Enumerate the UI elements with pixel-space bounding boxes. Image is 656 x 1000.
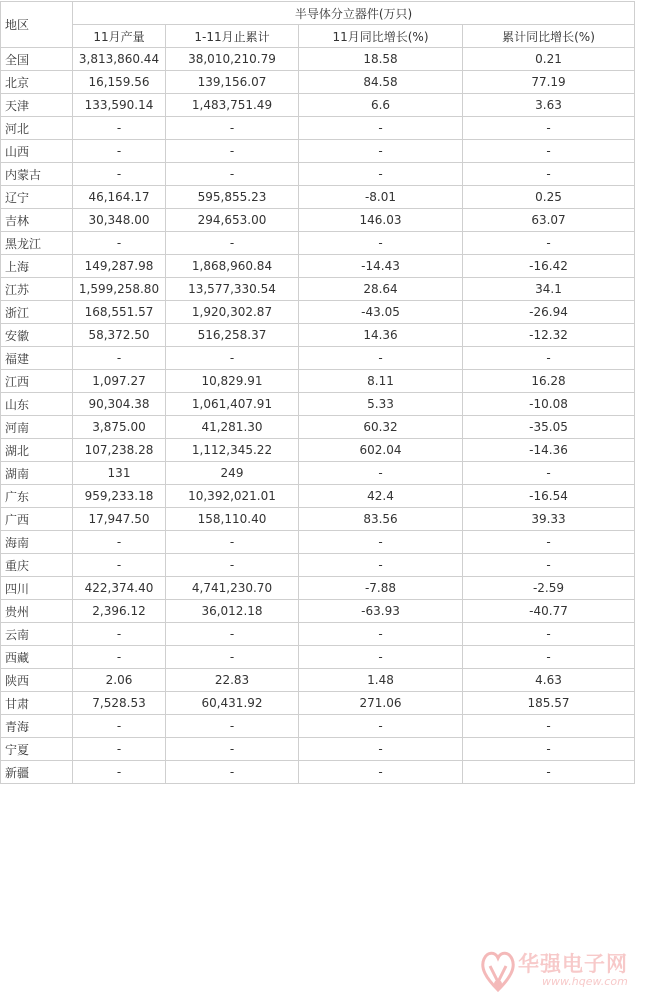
cell-nov-output: 7,528.53 xyxy=(73,692,166,715)
column-header-nov-output: 11月产量 xyxy=(73,25,166,48)
cell-nov-output: 107,238.28 xyxy=(73,439,166,462)
cell-ytd-cumulative: - xyxy=(166,232,299,255)
cell-nov-output: 131 xyxy=(73,462,166,485)
cell-nov-output: - xyxy=(73,623,166,646)
table-row xyxy=(1,255,635,278)
cell-cumulative-yoy-growth: - xyxy=(463,761,635,784)
cell-region: 北京 xyxy=(1,71,73,94)
cell-nov-yoy-growth: - xyxy=(299,140,463,163)
cell-ytd-cumulative: - xyxy=(166,531,299,554)
table-row xyxy=(1,554,635,577)
cell-nov-output: 46,164.17 xyxy=(73,186,166,209)
cell-cumulative-yoy-growth: 77.19 xyxy=(463,71,635,94)
cell-nov-output: - xyxy=(73,163,166,186)
cell-cumulative-yoy-growth: 4.63 xyxy=(463,669,635,692)
cell-nov-output: - xyxy=(73,117,166,140)
cell-region: 广西 xyxy=(1,508,73,531)
cell-nov-output: 58,372.50 xyxy=(73,324,166,347)
table-row xyxy=(1,347,635,370)
cell-cumulative-yoy-growth: 3.63 xyxy=(463,94,635,117)
cell-cumulative-yoy-growth: - xyxy=(463,531,635,554)
cell-cumulative-yoy-growth: -12.32 xyxy=(463,324,635,347)
cell-nov-output: 422,374.40 xyxy=(73,577,166,600)
cell-nov-output: - xyxy=(73,531,166,554)
table-row xyxy=(1,324,635,347)
cell-region: 湖南 xyxy=(1,462,73,485)
cell-ytd-cumulative: 1,112,345.22 xyxy=(166,439,299,462)
cell-ytd-cumulative: 1,483,751.49 xyxy=(166,94,299,117)
cell-region: 江西 xyxy=(1,370,73,393)
cell-ytd-cumulative: 13,577,330.54 xyxy=(166,278,299,301)
cell-cumulative-yoy-growth: - xyxy=(463,715,635,738)
cell-nov-yoy-growth: -8.01 xyxy=(299,186,463,209)
cell-nov-output: 16,159.56 xyxy=(73,71,166,94)
table-row xyxy=(1,301,635,324)
watermark-url: www.hqew.com xyxy=(542,975,628,988)
cell-region: 浙江 xyxy=(1,301,73,324)
cell-nov-output: - xyxy=(73,646,166,669)
cell-nov-yoy-growth: 84.58 xyxy=(299,71,463,94)
table-body xyxy=(1,48,635,784)
cell-ytd-cumulative: 1,920,302.87 xyxy=(166,301,299,324)
table-row xyxy=(1,761,635,784)
cell-nov-yoy-growth: - xyxy=(299,738,463,761)
cell-region: 上海 xyxy=(1,255,73,278)
cell-nov-output: - xyxy=(73,140,166,163)
cell-nov-output: 30,348.00 xyxy=(73,209,166,232)
cell-region: 吉林 xyxy=(1,209,73,232)
column-header-ytd-cumulative: 1-11月止累计 xyxy=(166,25,299,48)
cell-ytd-cumulative: - xyxy=(166,761,299,784)
cell-ytd-cumulative: - xyxy=(166,623,299,646)
table-row xyxy=(1,439,635,462)
cell-nov-output: - xyxy=(73,761,166,784)
cell-nov-output: 17,947.50 xyxy=(73,508,166,531)
cell-nov-yoy-growth: - xyxy=(299,761,463,784)
cell-cumulative-yoy-growth: -10.08 xyxy=(463,393,635,416)
cell-ytd-cumulative: 10,392,021.01 xyxy=(166,485,299,508)
cell-region: 内蒙古 xyxy=(1,163,73,186)
watermark xyxy=(478,944,650,996)
cell-nov-yoy-growth: -14.43 xyxy=(299,255,463,278)
cell-region: 山东 xyxy=(1,393,73,416)
cell-nov-yoy-growth: 271.06 xyxy=(299,692,463,715)
cell-cumulative-yoy-growth: -14.36 xyxy=(463,439,635,462)
cell-nov-yoy-growth: 42.4 xyxy=(299,485,463,508)
table-row xyxy=(1,508,635,531)
cell-cumulative-yoy-growth: - xyxy=(463,554,635,577)
cell-nov-output: - xyxy=(73,347,166,370)
cell-nov-yoy-growth: 146.03 xyxy=(299,209,463,232)
cell-ytd-cumulative: - xyxy=(166,140,299,163)
cell-nov-output: - xyxy=(73,715,166,738)
cell-nov-yoy-growth: 5.33 xyxy=(299,393,463,416)
cell-region: 新疆 xyxy=(1,761,73,784)
cell-cumulative-yoy-growth: - xyxy=(463,163,635,186)
cell-nov-output: 149,287.98 xyxy=(73,255,166,278)
table-row xyxy=(1,715,635,738)
cell-region: 贵州 xyxy=(1,600,73,623)
table-row xyxy=(1,577,635,600)
table-row xyxy=(1,462,635,485)
cell-region: 黑龙江 xyxy=(1,232,73,255)
table-row xyxy=(1,393,635,416)
group-column-header: 半导体分立器件(万只) xyxy=(73,2,635,25)
cell-region: 西藏 xyxy=(1,646,73,669)
watermark-brand-name: 华强电子网 xyxy=(518,952,628,976)
cell-cumulative-yoy-growth: 0.21 xyxy=(463,48,635,71)
cell-region: 山西 xyxy=(1,140,73,163)
cell-cumulative-yoy-growth: - xyxy=(463,347,635,370)
cell-ytd-cumulative: - xyxy=(166,554,299,577)
table-row xyxy=(1,531,635,554)
cell-ytd-cumulative: 41,281.30 xyxy=(166,416,299,439)
cell-nov-yoy-growth: 1.48 xyxy=(299,669,463,692)
hqew-logo-icon xyxy=(478,946,518,994)
cell-nov-yoy-growth: - xyxy=(299,232,463,255)
table-row xyxy=(1,416,635,439)
cell-cumulative-yoy-growth: - xyxy=(463,646,635,669)
cell-nov-output: 3,813,860.44 xyxy=(73,48,166,71)
cell-nov-output: 2.06 xyxy=(73,669,166,692)
cell-region: 云南 xyxy=(1,623,73,646)
table-row xyxy=(1,485,635,508)
cell-ytd-cumulative: 139,156.07 xyxy=(166,71,299,94)
cell-ytd-cumulative: 249 xyxy=(166,462,299,485)
cell-nov-output: - xyxy=(73,554,166,577)
cell-nov-output: 2,396.12 xyxy=(73,600,166,623)
cell-cumulative-yoy-growth: -16.42 xyxy=(463,255,635,278)
table-row xyxy=(1,94,635,117)
cell-cumulative-yoy-growth: 63.07 xyxy=(463,209,635,232)
cell-nov-yoy-growth: - xyxy=(299,715,463,738)
cell-ytd-cumulative: 36,012.18 xyxy=(166,600,299,623)
cell-region: 天津 xyxy=(1,94,73,117)
cell-nov-output: - xyxy=(73,232,166,255)
cell-nov-yoy-growth: 14.36 xyxy=(299,324,463,347)
table-row xyxy=(1,140,635,163)
cell-region: 安徽 xyxy=(1,324,73,347)
cell-cumulative-yoy-growth: - xyxy=(463,738,635,761)
column-header-cumulative-yoy-growth: 累计同比增长(%) xyxy=(463,25,635,48)
cell-nov-yoy-growth: 83.56 xyxy=(299,508,463,531)
cell-cumulative-yoy-growth: 185.57 xyxy=(463,692,635,715)
table-row xyxy=(1,209,635,232)
table-row xyxy=(1,278,635,301)
table-row xyxy=(1,370,635,393)
cell-cumulative-yoy-growth: -40.77 xyxy=(463,600,635,623)
cell-cumulative-yoy-growth: -26.94 xyxy=(463,301,635,324)
cell-cumulative-yoy-growth: - xyxy=(463,462,635,485)
cell-nov-yoy-growth: -63.93 xyxy=(299,600,463,623)
table-row xyxy=(1,600,635,623)
table-header xyxy=(1,2,635,48)
cell-region: 青海 xyxy=(1,715,73,738)
cell-nov-yoy-growth: -7.88 xyxy=(299,577,463,600)
cell-nov-yoy-growth: - xyxy=(299,117,463,140)
cell-region: 广东 xyxy=(1,485,73,508)
cell-region: 全国 xyxy=(1,48,73,71)
cell-ytd-cumulative: 158,110.40 xyxy=(166,508,299,531)
production-table xyxy=(0,1,635,784)
cell-region: 甘肃 xyxy=(1,692,73,715)
cell-cumulative-yoy-growth: -35.05 xyxy=(463,416,635,439)
cell-ytd-cumulative: - xyxy=(166,715,299,738)
cell-region: 辽宁 xyxy=(1,186,73,209)
cell-cumulative-yoy-growth: - xyxy=(463,140,635,163)
cell-ytd-cumulative: 38,010,210.79 xyxy=(166,48,299,71)
column-header-nov-yoy-growth: 11月同比增长(%) xyxy=(299,25,463,48)
cell-nov-yoy-growth: - xyxy=(299,347,463,370)
cell-nov-output: 1,097.27 xyxy=(73,370,166,393)
cell-cumulative-yoy-growth: -16.54 xyxy=(463,485,635,508)
table-row xyxy=(1,623,635,646)
cell-cumulative-yoy-growth: - xyxy=(463,623,635,646)
cell-nov-yoy-growth: - xyxy=(299,531,463,554)
cell-region: 四川 xyxy=(1,577,73,600)
cell-cumulative-yoy-growth: - xyxy=(463,117,635,140)
cell-cumulative-yoy-growth: 39.33 xyxy=(463,508,635,531)
header-row-group xyxy=(1,2,635,25)
cell-nov-yoy-growth: 602.04 xyxy=(299,439,463,462)
table-row xyxy=(1,71,635,94)
cell-nov-yoy-growth: - xyxy=(299,623,463,646)
cell-ytd-cumulative: 294,653.00 xyxy=(166,209,299,232)
region-column-header: 地区 xyxy=(1,2,73,48)
cell-cumulative-yoy-growth: 16.28 xyxy=(463,370,635,393)
cell-nov-output: 90,304.38 xyxy=(73,393,166,416)
cell-nov-output: 168,551.57 xyxy=(73,301,166,324)
cell-nov-yoy-growth: 28.64 xyxy=(299,278,463,301)
cell-nov-yoy-growth: -43.05 xyxy=(299,301,463,324)
cell-cumulative-yoy-growth: - xyxy=(463,232,635,255)
cell-nov-yoy-growth: - xyxy=(299,554,463,577)
table-row xyxy=(1,232,635,255)
cell-ytd-cumulative: 22.83 xyxy=(166,669,299,692)
cell-nov-output: 1,599,258.80 xyxy=(73,278,166,301)
cell-ytd-cumulative: 516,258.37 xyxy=(166,324,299,347)
table-row xyxy=(1,117,635,140)
cell-region: 陕西 xyxy=(1,669,73,692)
table-row xyxy=(1,186,635,209)
cell-region: 江苏 xyxy=(1,278,73,301)
cell-nov-output: - xyxy=(73,738,166,761)
table-row xyxy=(1,163,635,186)
cell-ytd-cumulative: - xyxy=(166,646,299,669)
cell-ytd-cumulative: 1,868,960.84 xyxy=(166,255,299,278)
cell-ytd-cumulative: 4,741,230.70 xyxy=(166,577,299,600)
cell-ytd-cumulative: 10,829.91 xyxy=(166,370,299,393)
cell-cumulative-yoy-growth: 34.1 xyxy=(463,278,635,301)
cell-nov-yoy-growth: - xyxy=(299,646,463,669)
cell-region: 福建 xyxy=(1,347,73,370)
cell-region: 海南 xyxy=(1,531,73,554)
cell-region: 河北 xyxy=(1,117,73,140)
cell-ytd-cumulative: - xyxy=(166,117,299,140)
cell-nov-yoy-growth: - xyxy=(299,163,463,186)
cell-ytd-cumulative: 60,431.92 xyxy=(166,692,299,715)
cell-nov-yoy-growth: 8.11 xyxy=(299,370,463,393)
cell-ytd-cumulative: - xyxy=(166,347,299,370)
cell-ytd-cumulative: - xyxy=(166,163,299,186)
cell-region: 河南 xyxy=(1,416,73,439)
table-row xyxy=(1,669,635,692)
cell-nov-yoy-growth: 18.58 xyxy=(299,48,463,71)
cell-cumulative-yoy-growth: 0.25 xyxy=(463,186,635,209)
cell-region: 湖北 xyxy=(1,439,73,462)
cell-cumulative-yoy-growth: -2.59 xyxy=(463,577,635,600)
cell-region: 重庆 xyxy=(1,554,73,577)
cell-ytd-cumulative: 595,855.23 xyxy=(166,186,299,209)
cell-nov-output: 3,875.00 xyxy=(73,416,166,439)
cell-ytd-cumulative: - xyxy=(166,738,299,761)
cell-ytd-cumulative: 1,061,407.91 xyxy=(166,393,299,416)
cell-nov-output: 133,590.14 xyxy=(73,94,166,117)
cell-nov-yoy-growth: 6.6 xyxy=(299,94,463,117)
table-row xyxy=(1,692,635,715)
table-row xyxy=(1,646,635,669)
cell-nov-yoy-growth: 60.32 xyxy=(299,416,463,439)
table-row xyxy=(1,48,635,71)
cell-nov-yoy-growth: - xyxy=(299,462,463,485)
cell-nov-output: 959,233.18 xyxy=(73,485,166,508)
cell-region: 宁夏 xyxy=(1,738,73,761)
table-row xyxy=(1,738,635,761)
header-row-columns xyxy=(1,25,635,48)
